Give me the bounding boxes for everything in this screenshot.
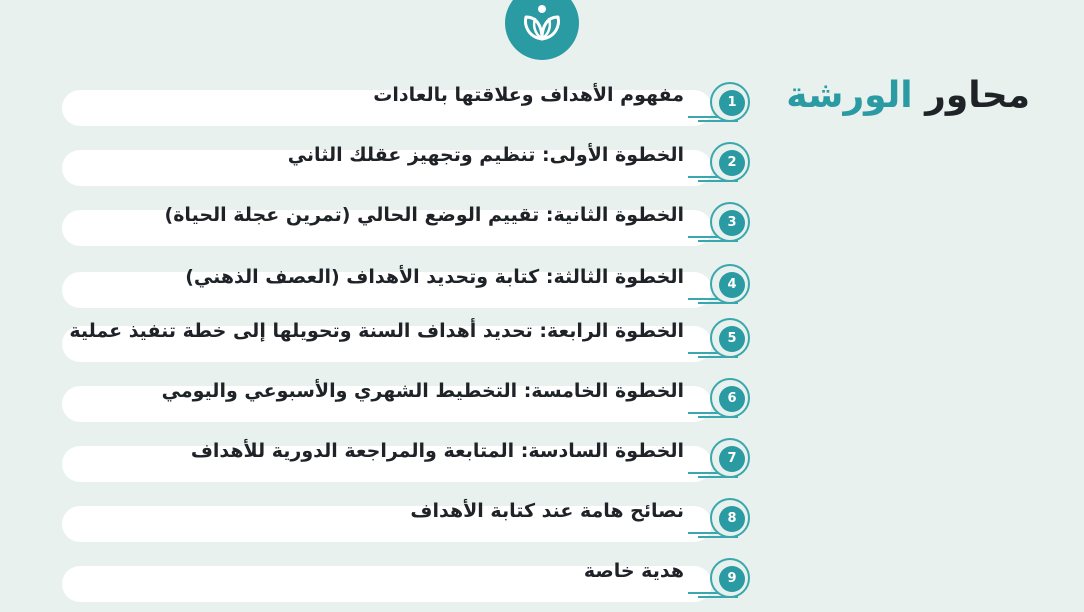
item-label: الخطوة الأولى: تنظيم وتجهيز عقلك الثاني bbox=[287, 144, 684, 166]
number-badge: 3 bbox=[719, 210, 745, 236]
page-title bbox=[786, 72, 1030, 120]
item-label: الخطوة الخامسة: التخطيط الشهري والأسبوعي واليومي bbox=[161, 380, 684, 402]
item-label: الخطوة الثالثة: كتابة وتحديد الأهداف (العصف الذهني) bbox=[185, 266, 684, 288]
item-label: الخطوة السادسة: المتابعة والمراجعة الدورية للأهداف bbox=[190, 440, 684, 462]
list-item bbox=[0, 558, 760, 604]
title-word-1: محاور bbox=[925, 75, 1030, 116]
list-item bbox=[0, 318, 760, 364]
number-badge: 5 bbox=[719, 326, 745, 352]
title-word-2: الورشة bbox=[786, 75, 913, 116]
item-label: نصائح هامة عند كتابة الأهداف bbox=[410, 500, 684, 522]
number-badge: 8 bbox=[719, 506, 745, 532]
item-label: الخطوة الرابعة: تحديد أهداف السنة وتحويلها إلى خطة تنفيذ عملية bbox=[69, 320, 684, 342]
list-item bbox=[0, 438, 760, 484]
list-item bbox=[0, 142, 760, 188]
item-label: هدية خاصة bbox=[583, 560, 684, 582]
item-label: الخطوة الثانية: تقييم الوضع الحالي (تمرين عجلة الحياة) bbox=[164, 204, 684, 226]
leaf-logo-icon bbox=[505, 0, 579, 60]
number-badge: 7 bbox=[719, 446, 745, 472]
list-item bbox=[0, 378, 760, 424]
number-badge: 1 bbox=[719, 90, 745, 116]
item-label: مفهوم الأهداف وعلاقتها بالعادات bbox=[373, 84, 684, 106]
list-item bbox=[0, 498, 760, 544]
list-item bbox=[0, 264, 760, 310]
number-badge: 2 bbox=[719, 150, 745, 176]
number-badge: 6 bbox=[719, 386, 745, 412]
number-badge: 4 bbox=[719, 272, 745, 298]
number-badge: 9 bbox=[719, 566, 745, 592]
list-item bbox=[0, 202, 760, 248]
list-item bbox=[0, 82, 760, 128]
